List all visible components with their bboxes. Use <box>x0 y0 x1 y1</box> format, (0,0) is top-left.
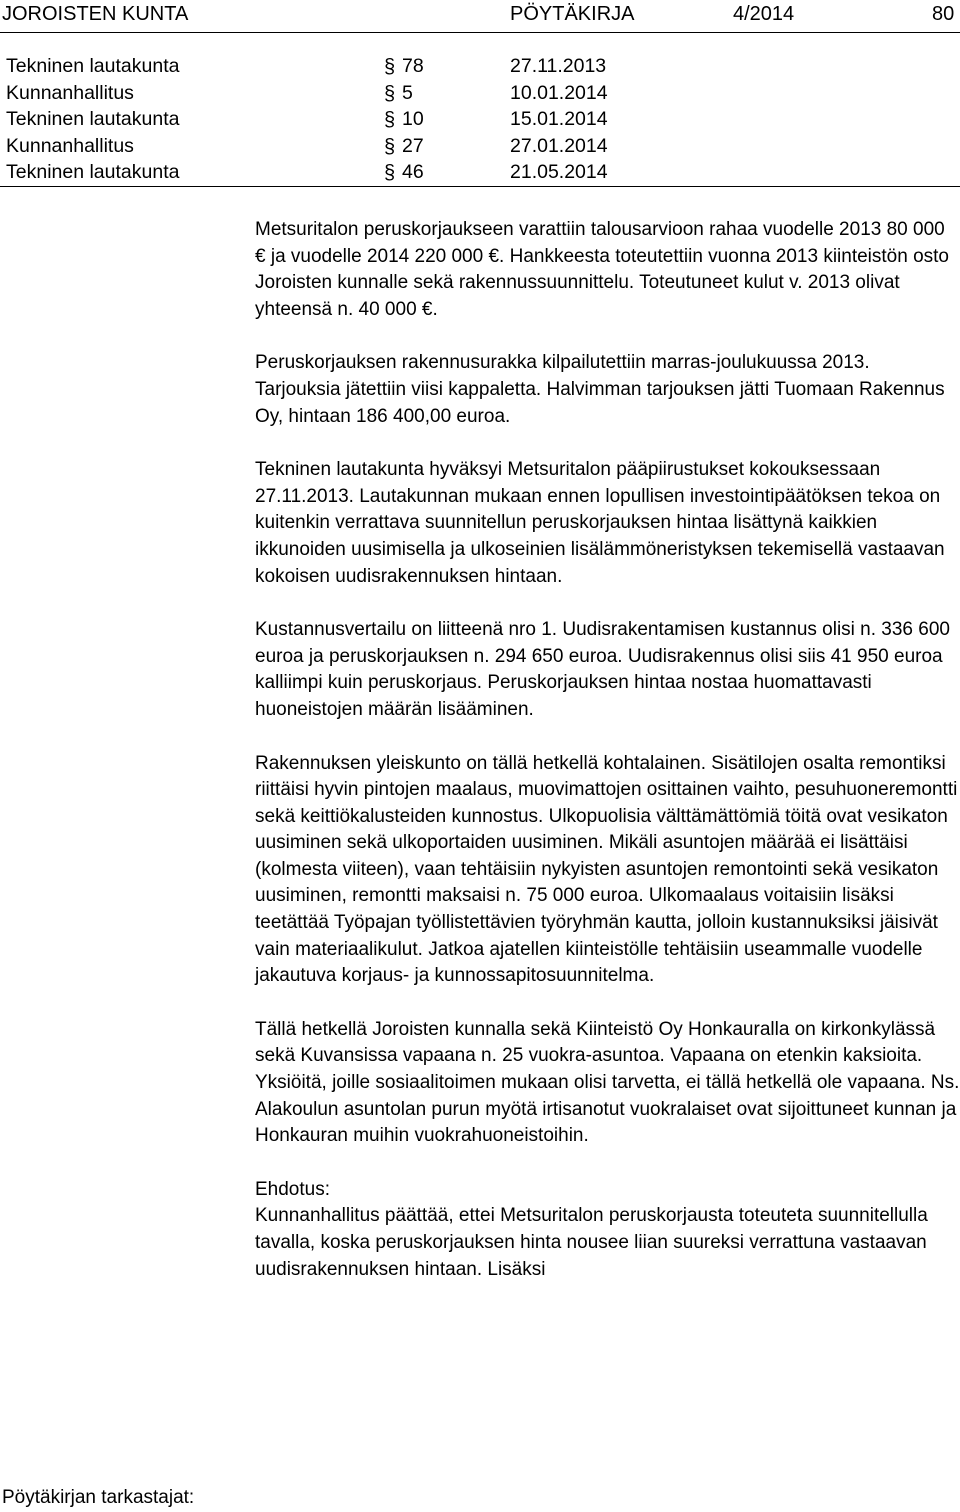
minutes-body <box>255 217 960 1283</box>
section-sign-icon <box>383 135 397 157</box>
proposal-heading: Ehdotus: <box>255 1178 330 1200</box>
history-date: 27.11.2013 <box>510 55 607 77</box>
history-row <box>0 133 960 160</box>
proposal-text: Kunnanhallitus päättää, ettei Metsuritalon peruskorjausta toteuteta suunnitellulla tavalla, koska peruskorjauksen hinta nousee liian suureksi verrattuna vastaavan uudisrakennuksen hintaan. Lisäksi <box>255 1205 928 1280</box>
history-date: 10.01.2014 <box>510 82 608 104</box>
history-section: 27 <box>402 135 424 157</box>
history-date: 27.01.2014 <box>510 135 608 157</box>
history-row <box>0 159 960 186</box>
history-section: 78 <box>402 55 424 77</box>
paragraph-vacancies: Tällä hetkellä Joroisten kunnalla sekä Kiinteistö Oy Honkauralla on kirkonkylässä sekä Kuvansissa vapaana n. 25 vuokra-asuntoa. Vapaana on etenkin kaksioita. Yksiöitä, joille sosiaalitoimen mukaan olisi tarvetta, ei tällä hetkellä ole vapaana. Ns. Alakoulun asuntolan purun myötä irtisanotut vuokralaiset ovat sijoittuneet kunnan ja Honkauran muihin vuokrahuoneistoihin. <box>255 1018 960 1147</box>
history-date: 15.01.2014 <box>510 108 608 130</box>
history-section: 5 <box>402 82 413 104</box>
history-section: 46 <box>402 161 424 183</box>
history-body: Tekninen lautakunta <box>6 161 180 183</box>
history-row <box>0 53 960 80</box>
section-sign-icon <box>383 82 397 104</box>
paragraph-cost-comparison: Kustannusvertailu on liitteenä nro 1. Uudisrakentamisen kustannus olisi n. 336 600 euroa ja peruskorjauksen n. 294 650 euroa. Uudisrakennus olisi siis 41 950 euroa kalliimpi kuin peruskorjaus. Peruskorjauksen hintaa nostaa huomattavasti huoneistojen määrän lisääminen. <box>255 619 950 720</box>
svg-text:§: § <box>384 83 396 104</box>
document-type: PÖYTÄKIRJA <box>510 3 635 25</box>
history-body: Kunnanhallitus <box>6 82 134 104</box>
svg-text:§: § <box>384 136 396 157</box>
header-rule <box>0 32 960 33</box>
history-body: Tekninen lautakunta <box>6 108 180 130</box>
paragraph-tender: Peruskorjauksen rakennusurakka kilpailutettiin marras-joulukuussa 2013. Tarjouksia jätettiin viisi kappaletta. Halvimman tarjouksen jätti Tuomaan Rakennus Oy, hintaan 186 400,00 euroa. <box>255 352 945 427</box>
history-section: 10 <box>402 108 424 130</box>
svg-text:§: § <box>384 109 396 130</box>
page-number: 80 <box>932 3 955 25</box>
section-sign-icon <box>383 55 397 77</box>
history-body: Tekninen lautakunta <box>6 55 180 77</box>
paragraph-condition: Rakennuksen yleiskunto on tällä hetkellä kohtalainen. Sisätilojen osalta remontiksi riittäisi hyvin pintojen maalaus, muovimattojen osittainen vaihto, pesuhuoneremontti sekä keittiökalusteiden kunnostus. Ulkopuolisia välttämättömiä töitä ovat vesikaton uusiminen sekä ulkoportaiden uusiminen. Mikäli asuntojen määrää ei lisättäisi (kolmesta viiteen), vaan tehtäisiin nykyisten asuntojen remontointi sekä vesikaton uusiminen, remontti maksaisi n. 75 000 euroa. Ulkomaalaus voitaisiin lisäksi teetättää Työpajan työllistettävien työryhmän kautta, jolloin kustannuksiksi jäisivät vain materiaalikulut. Jatkoa ajatellen kiinteistölle tehtäisiin useammalle vuodelle jakautuva korjaus- ja kunnossapitosuunnitelma. <box>255 752 958 987</box>
history-rule <box>0 186 960 187</box>
svg-text:§: § <box>384 56 396 77</box>
history-row <box>0 106 960 133</box>
section-sign-icon <box>383 108 397 130</box>
document-number: 4/2014 <box>733 3 795 25</box>
svg-text:§: § <box>384 162 396 183</box>
page-header <box>0 0 960 30</box>
section-sign-icon <box>383 161 397 183</box>
history-body: Kunnanhallitus <box>6 135 134 157</box>
history-date: 21.05.2014 <box>510 161 608 183</box>
minutes-checkers-label: Pöytäkirjan tarkastajat: <box>2 1487 195 1508</box>
history-row <box>0 80 960 107</box>
municipality-name: JOROISTEN KUNTA <box>2 3 189 25</box>
paragraph-approval: Tekninen lautakunta hyväksyi Metsuritalon pääpiirustukset kokouksessaan 27.11.2013. Lautakunnan mukaan ennen lopullisen investointipäätöksen tekoa on kuitenkin verrattava suunnitellun peruskorjauksen hintaa lisättynä kaikkien ikkunoiden uusimisella ja ulkoseinien lisälämmöneristyksen tekemisellä vastaavan kokoisen uudisrakennuksen hintaan. <box>255 459 945 587</box>
paragraph-budget: Metsuritalon peruskorjaukseen varattiin talousarvioon rahaa vuodelle 2013 80 000 € ja vuodelle 2014 220 000 €. Hankkeesta toteutettiin vuonna 2013 kiinteistön osto Joroisten kunnalle sekä rakennussuunnittelu. Toteutuneet kulut v. 2013 olivat yhteensä n. 40 000 €. <box>255 219 950 320</box>
